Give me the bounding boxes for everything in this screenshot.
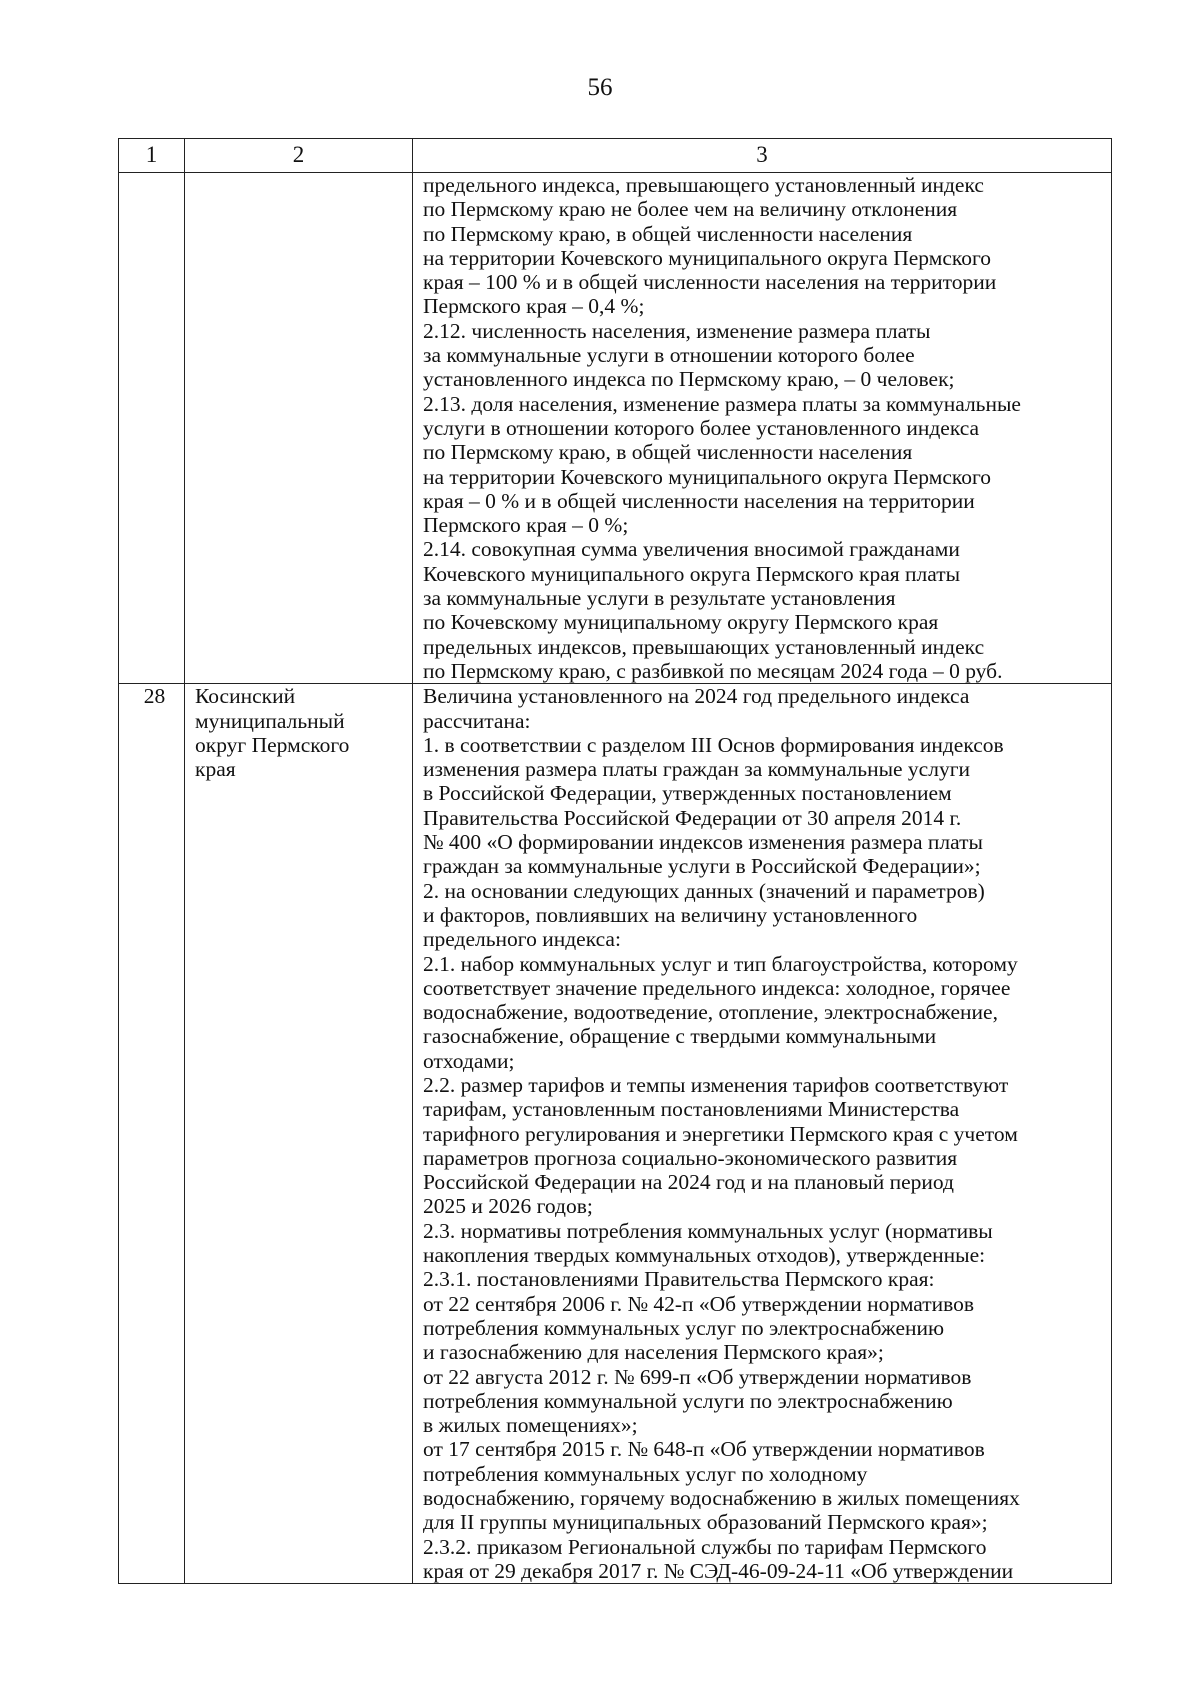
description-line: отходами;	[423, 1048, 515, 1073]
description-line: предельного индекса, превышающего установленный индекс	[423, 173, 984, 197]
description-line: Пермского края – 0 %;	[423, 513, 629, 538]
description-line: потребления коммунальной услуги по электроснабжению	[423, 1388, 953, 1413]
table-header-row	[119, 139, 1112, 173]
description-line: потребления коммунальных услуг по холодному	[423, 1461, 868, 1486]
description-line: 2.3.2. приказом Региональной службы по тарифам Пермского	[423, 1534, 987, 1559]
description-line: по Пермскому краю, в общей численности населения	[423, 221, 913, 246]
description-line: края – 0 % и в общей численности населения на территории	[423, 488, 975, 513]
municipality-name-line: Косинский	[195, 684, 296, 709]
description-line: граждан за коммунальные услуги в Российской Федерации»;	[423, 854, 981, 879]
description-line: Российской Федерации на 2024 год и на плановый период	[423, 1170, 954, 1195]
row-number: 28	[119, 684, 185, 1584]
header-col-3: 3	[413, 139, 1112, 173]
description-line: на территории Кочевского муниципального округа Пермского	[423, 464, 992, 489]
description-line: края – 100 % и в общей численности населения на территории	[423, 270, 997, 295]
municipality-name-line: муниципальный	[195, 708, 345, 733]
table-row	[119, 684, 1112, 1584]
description-line: тарифам, установленным постановлениями Министерства	[423, 1097, 960, 1122]
municipality-name-line: края	[195, 757, 236, 782]
description-line: 1. в соответствии с разделом III Основ формирования индексов	[423, 732, 1004, 757]
description-line: 2.3.1. постановлениями Правительства Пермского края:	[423, 1267, 935, 1292]
description-line: 2.2. размер тарифов и темпы изменения тарифов соответствуют	[423, 1072, 1009, 1097]
description-line: от 17 сентября 2015 г. № 648-п «Об утверждении нормативов	[423, 1437, 985, 1462]
description-line: Правительства Российской Федерации от 30 апреля 2014 г.	[423, 805, 962, 830]
description-line: Величина установленного на 2024 год предельного индекса	[423, 684, 970, 709]
description-line: по Пермскому краю не более чем на величину отклонения	[423, 197, 958, 222]
page-number: 56	[587, 74, 613, 101]
description-line: предельных индексов, превышающих установленный индекс	[423, 634, 985, 659]
description-text	[413, 173, 1112, 684]
description-line: № 400 «О формировании индексов изменения размера платы	[423, 830, 983, 855]
description-line: потребления коммунальных услуг по электроснабжению	[423, 1315, 945, 1340]
description-line: рассчитана:	[423, 708, 531, 733]
row-number	[119, 173, 185, 684]
municipality-name	[185, 684, 413, 1584]
description-line: для II группы муниципальных образований Пермского края»;	[423, 1510, 988, 1535]
description-text	[413, 684, 1112, 1584]
header-col-2: 2	[185, 139, 413, 173]
description-line: установленного индекса по Пермскому краю, – 0 человек;	[423, 367, 955, 392]
municipality-name	[185, 173, 413, 684]
description-line: Пермского края – 0,4 %;	[423, 294, 645, 319]
description-line: услуги в отношении которого более установленного индекса	[423, 415, 980, 440]
table-row	[119, 173, 1112, 684]
description-line: накопления твердых коммунальных отходов), утвержденные:	[423, 1243, 986, 1268]
description-line: 2.13. доля населения, изменение размера платы за коммунальные	[423, 391, 1021, 416]
description-line: соответствует значение предельного индекса: холодное, горячее	[423, 975, 1011, 1000]
description-line: Кочевского муниципального округа Пермского края платы	[423, 561, 961, 586]
description-line: и факторов, повлиявших на величину установленного	[423, 902, 918, 927]
description-line: 2.14. совокупная сумма увеличения вносимой гражданами	[423, 537, 960, 562]
table-body	[119, 173, 1112, 1584]
description-line: 2.12. численность населения, изменение размера платы	[423, 318, 931, 343]
description-line: на территории Кочевского муниципального округа Пермского	[423, 245, 992, 270]
description-line: 2. на основании следующих данных (значений и параметров)	[423, 878, 985, 903]
description-line: за коммунальные услуги в результате установления	[423, 586, 896, 611]
description-line: в Российской Федерации, утвержденных постановлением	[423, 781, 952, 806]
description-line: по Пермскому краю, в общей численности населения	[423, 440, 913, 465]
description-line: 2025 и 2026 годов;	[423, 1194, 593, 1219]
description-line: водоснабжение, водоотведение, отопление, электроснабжение,	[423, 1000, 998, 1025]
description-line: водоснабжению, горячему водоснабжению в жилых помещениях	[423, 1486, 1020, 1511]
description-line: за коммунальные услуги в отношении которого более	[423, 343, 915, 368]
description-line: края от 29 декабря 2017 г. № СЭД-46-09-24-11 «Об утверждении	[423, 1558, 1014, 1583]
description-line: 2.3. нормативы потребления коммунальных услуг (нормативы	[423, 1218, 993, 1243]
description-line: предельного индекса:	[423, 927, 621, 952]
description-line: тарифного регулирования и энергетики Пермского края с учетом	[423, 1121, 1018, 1146]
description-line: от 22 сентября 2006 г. № 42-п «Об утверждении нормативов	[423, 1291, 975, 1316]
header-col-1: 1	[119, 139, 185, 173]
document-table	[118, 138, 1112, 1584]
description-line: по Пермскому краю, с разбивкой по месяцам 2024 года – 0 руб.	[423, 658, 1003, 683]
description-line: по Кочевскому муниципальному округу Пермского края	[423, 610, 939, 635]
description-line: газоснабжение, обращение с твердыми коммунальными	[423, 1024, 937, 1049]
description-line: в жилых помещениях»;	[423, 1413, 638, 1438]
description-line: и газоснабжению для населения Пермского края»;	[423, 1340, 884, 1365]
description-line: от 22 августа 2012 г. № 699-п «Об утверждении нормативов	[423, 1364, 972, 1389]
description-line: 2.1. набор коммунальных услуг и тип благоустройства, которому	[423, 951, 1018, 976]
description-line: изменения размера платы граждан за коммунальные услуги	[423, 757, 971, 782]
municipality-name-line: округ Пермского	[195, 732, 350, 757]
description-line: параметров прогноза социально-экономического развития	[423, 1145, 958, 1170]
